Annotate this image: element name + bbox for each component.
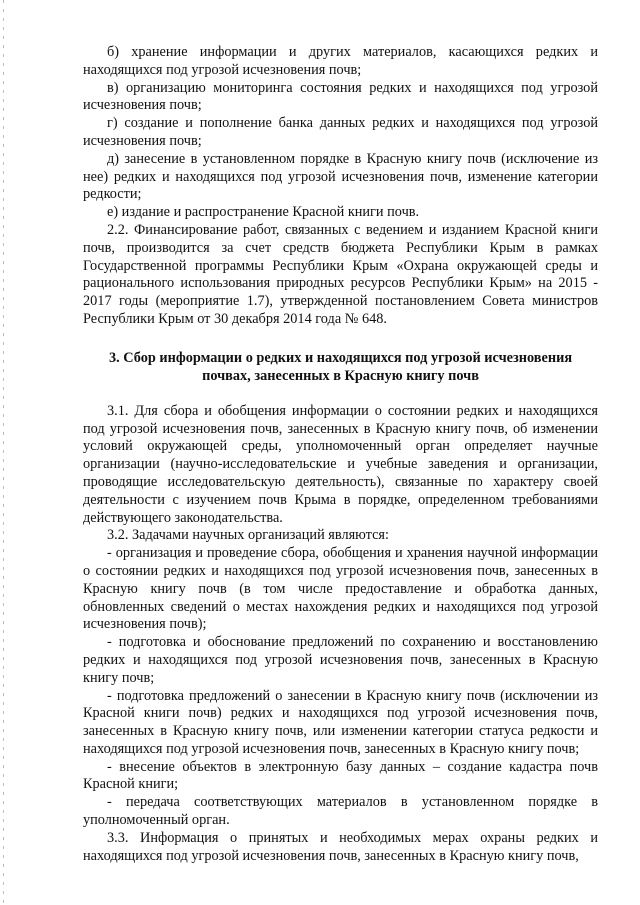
clause-d: д) занесение в установленном порядке в Красную книгу почв (исключение из нее) редких и находящихся под угрозой исчезновения почв, изменение категории редкости; (83, 150, 598, 203)
task-item-4: - внесение объектов в электронную базу данных – создание кадастра почв Красной книги; (83, 758, 598, 793)
scan-edge (3, 0, 4, 905)
clause-3-1: 3.1. Для сбора и обобщения информации о состоянии редких и находящихся под угрозой исчезновения почв, занесенных в Красную книгу почв, об изменении условий окружающей среды, уполномоченный орган определяет научные организации (научно-исследовательские и учебные заведения и организации, проводящие исследовательскую деятельность), связанные по характеру своей деятельности с изучением почв Крыма в порядке, определенном требованиями действующего законодательства. (83, 402, 598, 526)
task-item-5: - передача соответствующих материалов в установленном порядке в уполномоченный орган. (83, 794, 598, 829)
clause-e: е) издание и распространение Красной книги почв. (107, 204, 420, 221)
clause-g: г) создание и пополнение банка данных редких и находящихся под угрозой исчезновения почв; (83, 115, 598, 149)
clause-3-3: 3.3. Информация о принятых и необходимых мерах охраны редких и находящихся под угрозой исчезновения почв, занесенных в Красную книгу почв, (83, 829, 598, 864)
section-3-heading: 3. Сбор информации о редких и находящихся под угрозой исчезновения почвах, занесенных в Красную книгу почв (108, 349, 573, 384)
task-item-2: - подготовка и обоснование предложений по сохранению и восстановлению редких и находящихся под угрозой исчезновения почв, занесенных в Красную книгу почв; (83, 634, 598, 686)
task-item-3: - подготовка предложений о занесении в Красную книгу почв (исключении из Красной книги почв) редких и находящихся под угрозой исчезновения почв, занесенных в Красную книгу почв, или изменении категории статуса редкости и находящихся под угрозой исчезновения почв, занесенных в Красную книгу почв; (83, 687, 598, 757)
clause-2-2: 2.2. Финансирование работ, связанных с ведением и изданием Красной книги почв, производится за счет средств бюджета Республики Крым в рамках Государственной программы Республики Крым «Охрана окружающей среды и рационального использования природных ресурсов Республики Крым» на 2015 - 2017 годы (мероприятие 1.7), утвержденной постановлением Совета министров Республики Крым от 30 декабря 2014 года № 648. (83, 221, 598, 327)
clause-v: в) организацию мониторинга состояния редких и находящихся под угрозой исчезновения почв; (83, 79, 598, 114)
task-item-1: - организация и проведение сбора, обобщения и хранения научной информации о состоянии редких и находящихся под угрозой исчезновения почв, занесенных в Красную книгу почв (в том числе предоставление и обработка данных, обновленных сведений о местах нахождения редких и находящихся под угрозой исчезновения почв); (83, 545, 598, 633)
clause-3-2: 3.2. Задачами научных организаций являются: (107, 527, 389, 544)
clause-b: б) хранение информации и других материалов, касающихся редких и находящихся под угрозой исчезновения почв; (83, 44, 598, 78)
